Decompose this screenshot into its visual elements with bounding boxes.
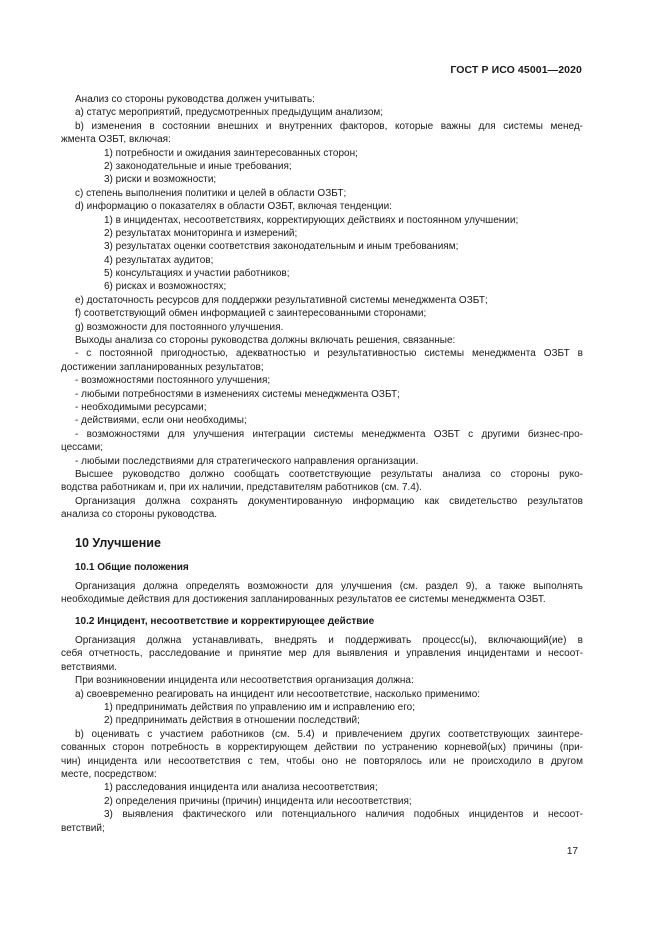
list-item: - необходимыми ресурсами; xyxy=(75,401,207,413)
paragraph: Анализ со стороны руководства должен учитывать: xyxy=(75,94,315,105)
list-item: f) соответствующий обмен информацией с заинтересованными сторонами; xyxy=(75,308,427,320)
subsection-title: 10.1 Общие положения xyxy=(75,561,189,573)
paragraph-cont: необходимые действия для достижения запланированных результатов ее системы менеджмента ОЗБТ. xyxy=(61,594,546,606)
list-item: g) возможности для постоянного улучшения. xyxy=(75,321,284,333)
paragraph: Выходы анализа со стороны руководства должны включать решения, связанные: xyxy=(75,335,456,347)
list-item: d) информацию о показателях в области ОЗБТ, включая тенденции: xyxy=(75,201,392,213)
paragraph: Организация должна устанавливать, внедрять и поддерживать процесс(ы), включающий(ие) в xyxy=(75,635,583,647)
list-item-cont: достижении запланированных результатов; xyxy=(61,361,264,373)
list-item: c) степень выполнения политики и целей в области ОЗБТ; xyxy=(75,187,347,199)
list-item: - любыми последствиями для стратегического направления организации. xyxy=(75,455,419,467)
sub-list-item: 3) риски и возможности; xyxy=(104,174,217,186)
subsection-title: 10.2 Инцидент, несоответствие и корректирующее действие xyxy=(75,615,375,627)
list-item: - возможностями для улучшения интеграции системы менеджмента ОЗБТ с другими бизнес-про- xyxy=(75,428,583,440)
sub-list-item: 1) потребности и ожидания заинтересованных сторон; xyxy=(104,147,358,159)
paragraph: При возникновении инцидента или несоответствия организация должна: xyxy=(75,675,414,687)
sub-list-item: 6) рисках и возможностях; xyxy=(104,281,227,293)
paragraph: Организация должна определять возможности для улучшения (см. раздел 9), а также выполнять xyxy=(75,580,583,592)
sub-list-item: 2) предпринимать действия в отношении последствий; xyxy=(104,715,360,727)
list-item: - возможностями постоянного улучшения; xyxy=(75,375,271,387)
list-item: a) статус мероприятий, предусмотренных предыдущим анализом; xyxy=(75,107,384,119)
sub-list-item: 5) консультациях и участии работников; xyxy=(104,268,290,280)
list-item-cont: сованных сторон потребность в корректирующем действии по устранению корневой(ых) причины (при- xyxy=(61,742,583,754)
sub-list-item: 2) результатах мониторинга и измерений; xyxy=(104,227,298,239)
sub-list-item: 3) результатах оценки соответствия законодательным и иным требованиям; xyxy=(104,241,459,253)
page-content xyxy=(61,93,583,835)
paragraph-cont: водства работникам и, при их наличии, представителям работников (см. 7.4). xyxy=(61,482,422,494)
list-item-cont: цессами; xyxy=(61,442,103,454)
list-item: - действиями, если они необходимы; xyxy=(75,415,247,427)
paragraph-cont: себя отчетность, расследование и принятие мер для выявления и управления инцидентами и несоот- xyxy=(61,648,583,660)
paragraph: Высшее руководство должно сообщать соответствующие результаты анализа со стороны руко- xyxy=(75,468,583,480)
list-item-cont: месте, посредством: xyxy=(61,769,157,780)
list-item: e) достаточность ресурсов для поддержки результативной системы менеджмента ОЗБТ; xyxy=(75,294,488,306)
list-item: - с постоянной пригодностью, адекватностью и результативностью системы менеджмента ОЗБТ в xyxy=(75,348,583,360)
paragraph: Организация должна сохранять документированную информацию как свидетельство результатов xyxy=(75,495,583,507)
sub-list-item: 1) расследования инцидента или анализа несоответствия; xyxy=(104,782,378,794)
sub-list-item: 4) результатах аудитов; xyxy=(104,254,214,266)
list-item: a) своевременно реагировать на инцидент или несоответствие, насколько применимо: xyxy=(75,688,481,700)
list-item-cont: жмента ОЗБТ, включая: xyxy=(61,134,171,146)
document-header: ГОСТ Р ИСО 45001—2020 xyxy=(450,64,582,76)
sub-list-item: 3) выявления фактического или потенциального наличия подобных инцидентов и несоот- xyxy=(104,809,583,821)
paragraph-cont: ветствиями. xyxy=(61,661,118,673)
list-item-cont: чин) инцидента или несоответствия с тем, чтобы оно не повторялось или не происходило в другом xyxy=(61,755,583,767)
list-item: b) оценивать с участием работников (см. 5.4) и привлечением других соответствующих заинтере- xyxy=(75,728,583,740)
sub-list-item-cont: ветствий; xyxy=(61,822,105,834)
page-number: 17 xyxy=(566,846,578,857)
list-item: - любыми потребностями в изменениях системы менеджмента ОЗБТ; xyxy=(75,388,400,400)
sub-list-item: 1) в инцидентах, несоответствиях, корректирующих действиях и постоянном улучшении; xyxy=(104,214,519,226)
sub-list-item: 2) законодательные и иные требования; xyxy=(104,160,292,172)
sub-list-item: 1) предпринимать действия по управлению им и исправлению его; xyxy=(104,702,416,714)
list-item: b) изменения в состоянии внешних и внутренних факторов, которые важны для системы менед- xyxy=(75,120,583,132)
sub-list-item: 2) определения причины (причин) инцидента или несоответствия; xyxy=(104,795,412,807)
section-title: 10 Улучшение xyxy=(75,535,161,550)
paragraph-cont: анализа со стороны руководства. xyxy=(61,509,218,521)
